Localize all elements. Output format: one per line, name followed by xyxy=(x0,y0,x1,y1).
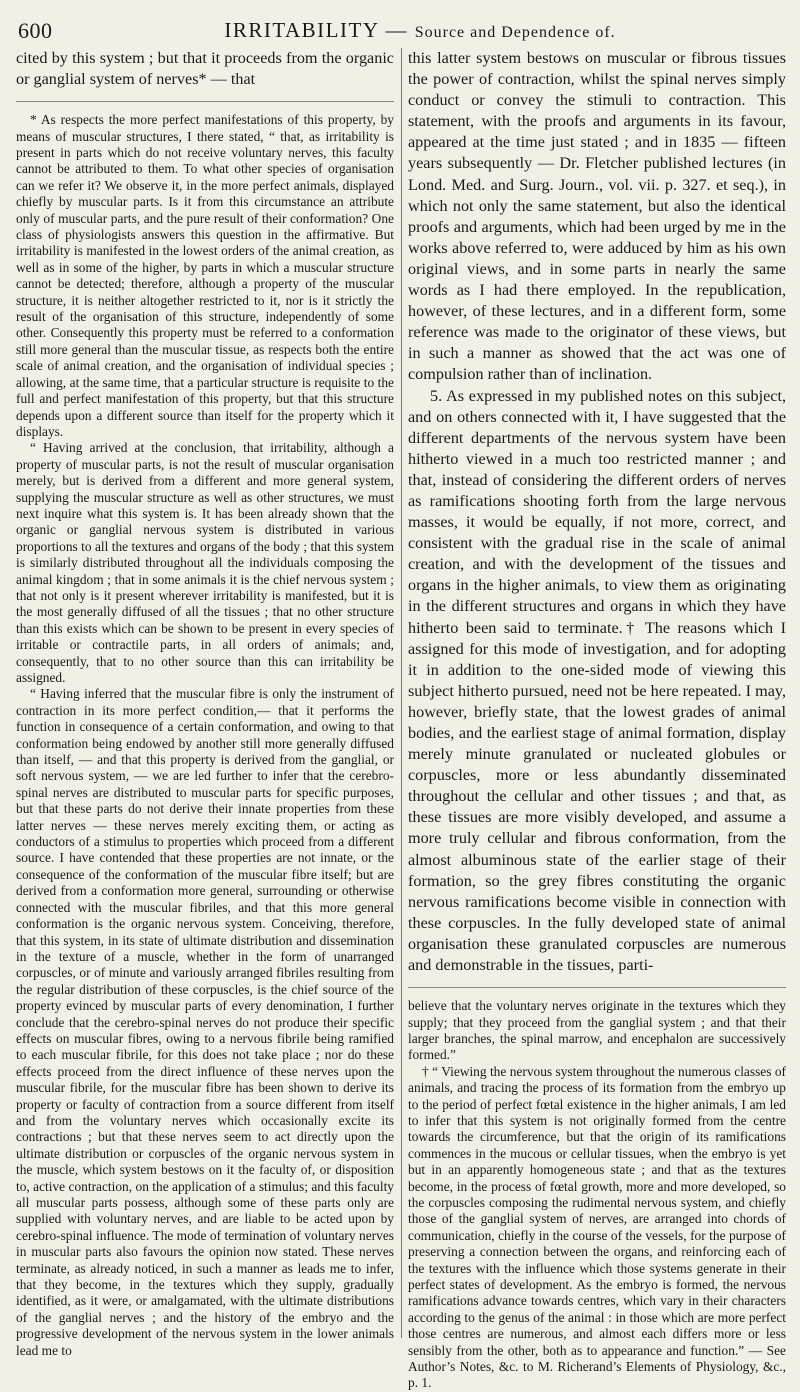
running-head-subtitle: Source and Dependence of. xyxy=(414,24,616,41)
running-head xyxy=(16,18,784,43)
page-header xyxy=(16,18,784,48)
column-divider xyxy=(401,48,402,1338)
footnote-continuation: believe that the voluntary nerves originate in the textures which they supply; that they proceed from the ganglial system ; and that their larger branches, the spinal marrow, and encephalon are successively formed.” xyxy=(408,998,786,1063)
footnote-dagger: † “ Viewing the nervous system throughout the numerous classes of animals, and tracing the process of its formation from the embryo up to the period of perfect fœtal existence in the higher animals, I am led to infer that this system is not originally formed from the centre towards the circumference, but that the origin of its ramifications commences in the mucous or cellular tissues, when the embryo is yet but in an apparently homogeneous state ; and that as the textures become, in the process of fœtal growth, more and more developed, so the corpuscles composing the rudimental nervous system, and chiefly those of the ganglial system of nerves, are arranged into chords of communication, chiefly in the course of the vessels, for the purpose of preserving a connection between the organs, and reinforcing each of the textures with the influence which those systems generate in their perfect states of development. As the embryo is formed, the nervous ramifications advance towards centres, which vary in their characters according to the genus of the animal : in those which are more perfect those centres are numerous, and almost each differs more or less sensibly from the other, both as to appearance and function.” — See Author’s Notes, &c. to M. Richerand’s Elements of Physiology, &c., p. 1. xyxy=(408,1063,786,1391)
two-column-body xyxy=(16,48,786,1391)
left-lead-paragraph: cited by this system ; but that it proceeds from the organic or ganglial system of nerves* — that xyxy=(16,49,394,89)
footnote-paragraph-1: * As respects the more perfect manifestations of this property, by means of muscular structures, I there stated, “ that, as irritability is present in parts which do not receive voluntary nerves, this faculty cannot be attributed to them. To what other species of organisation can we refer it? We observe it, in the more perfect animals, displayed chiefly by muscular parts. Is it from this circumstance an attribute only of muscular parts, and the pure result of their conformation? One class of physiologists answers this question in the affirmative. But irritability is manifested in the lowest orders of the animal creation, as well as in some of the higher, by parts in which a muscular structure cannot be detected; therefore, although a property of the muscular structure, it is neither altogether restricted to it, nor is it strictly the result of the organisation of this structure, independently of some other. Consequently this property must be referred to a conformation still more general than the muscular tissue, as respects both the entire scale of animal creation, and the organisation of individual species ; allowing, at the same time, that a particular structure is requisite to the full and perfect manifestation of this property, but that this structure depends upon a different source than itself for the property which it displays. xyxy=(16,112,394,439)
page-number: 600 xyxy=(18,18,53,43)
right-paragraph-2: 5. As expressed in my published notes on this subject, and on others connected with it, I have suggested that the different departments of the nervous system have been hitherto viewed in a much too restricted manner ; and that, instead of considering the different orders of nerves as ramifications shooting forth from the large nervous masses, it would be equally, if not more, correct, and consistent with the gradual rise in the scale of animal creation, and with the development of the tissues and organs in the higher animals, to view them as originating in the different structures and organs in which they have hitherto been said to terminate.† The reasons which I assigned for this mode of investigation, and for adopting it in addition to the one-sided mode of viewing this subject hitherto pursued, need not be here repeated. I may, however, briefly state, that the lowest grades of animal bodies, and the earliest stage of animal formation, display merely minute granulated or nucleated globules or corpuscles, more or less abundantly disseminated throughout the cellular and other tissues ; and that, as these tissues are more visibly developed, and assume a more truly cellular and fibrous conformation, from the almost albuminous state of the earlier stage of their formation, so the grey fibres constituting the organic nervous ramifications become visible in connection with these corpuscles. In the fully developed state of animal organisation these granulated corpuscles are numerous and demonstrable in the tissues, parti- xyxy=(408,386,786,975)
footnote-paragraph-3: “ Having inferred that the muscular fibre is only the instrument of contraction in its more perfect condition,— that it performs the function in consequence of a certain conformation, and owing to that conformation being endowed by another still more generally diffused than itself, — and that this property is derived from the ganglial, or soft nervous system, — we are led further to infer that the cerebro-spinal nerves are distributed to muscular parts for specific purposes, but that these parts do not derive their innate properties from these latter nerves — these nerves merely exciting them, or acting as conductors of a stimulus to properties which proceed from a different source. I have contended that these properties are not innate, or the consequence of the conformation of the muscular fibre itself; but are derived from a conformation more general, surrounding or otherwise connected with the muscular fibriles, and that this more general conformation is the organic nervous system. Conceiving, therefore, that this system, in its state of ultimate distribution and dissemination in the texture of a muscle, whether in the form of unarranged corpuscles, or of minute and variously arranged fibriles resulting from the regular distribution of these corpuscles, is the chief source of the property evinced by muscular parts of every denomination, I further conclude that the cerebro-spinal nerves do not produce their specific effects on muscular fibres, owing to a nervous fibrile being ramified to each muscular fibrile, for this does not take place ; nor do these effects proceed from the direct influence of these nerves upon the muscular fibrile, for the muscular fibre has been shown to derive its property or faculty of contraction from a source different from itself and from the voluntary nerves which occasionally excite its contractions ; but that these nerves seem to act directly upon the ultimate distribution or corpuscles of the organic nervous system in the muscle, which system bestows on it the faculty of, or disposition to, active contraction, on the application of a stimulus; and this faculty all muscular parts possess, although some of these parts only are supplied with voluntary nerves, and are liable to be acted upon by cerebro-spinal influence. The mode of termination of voluntary nerves in muscular parts also favours the opinion now stated. These nerves terminate, as already noticed, in such a manner as leads me to infer, that they become, in the textures which they supply, gradually identified, as it were, or amalgamated, with the ultimate distributions of the ganglial nerves ; and the history of the embryo and the progressive development of the nervous system in the lower animals lead me to xyxy=(16,686,394,1358)
left-column xyxy=(16,48,394,1358)
footnote-separator xyxy=(16,101,394,102)
footnote-paragraph-2: “ Having arrived at the conclusion, that irritability, although a property of muscular parts, is not the result of muscular organisation merely, but is derived from a different and more general system, supplying the muscular structure as well as other structures, we must next inquire what this system is. It has been already shown that the organic or ganglial nervous system is distributed in various proportions to all the textures and organs of the body ; that this system is similarly distributed throughout all the individuals composing the animal kingdom ; that in some animals it is the chief nervous system ; that not only is it present wherever irritability is manifested, but it is the most generally diffused of all the tissues ; that no other structure than this exists which can be shown to be present in every species of irritable or contractile parts, in all orders of animals; and, consequently, that to no other source than this can irritability be assigned. xyxy=(16,440,394,685)
right-column xyxy=(408,48,786,1391)
footnote-separator-right xyxy=(408,987,786,988)
right-paragraph-1: this latter system bestows on muscular or fibrous tissues the power of contraction, whilst the spinal nerves simply conduct or convey the stimuli to contraction. This statement, with the proofs and arguments in its favour, appeared at the time just stated ; and in 1835 — fifteen years subsequently — Dr. Fletcher published lectures (in Lond. Med. and Surg. Journ., vol. vii. p. 327. et seq.), in which not only the same statement, but also the identical proofs and arguments, which had been urged by me in the works above referred to, were adduced by him as his own original views, and in some parts in nearly the same words as I had there employed. In the republication, however, of these lectures, and in a different form, some reference was made to the originator of these views, but in such a manner as showed that the act was one of compulsion rather than of inclination. xyxy=(408,49,786,384)
running-head-main: IRRITABILITY — xyxy=(224,18,408,42)
